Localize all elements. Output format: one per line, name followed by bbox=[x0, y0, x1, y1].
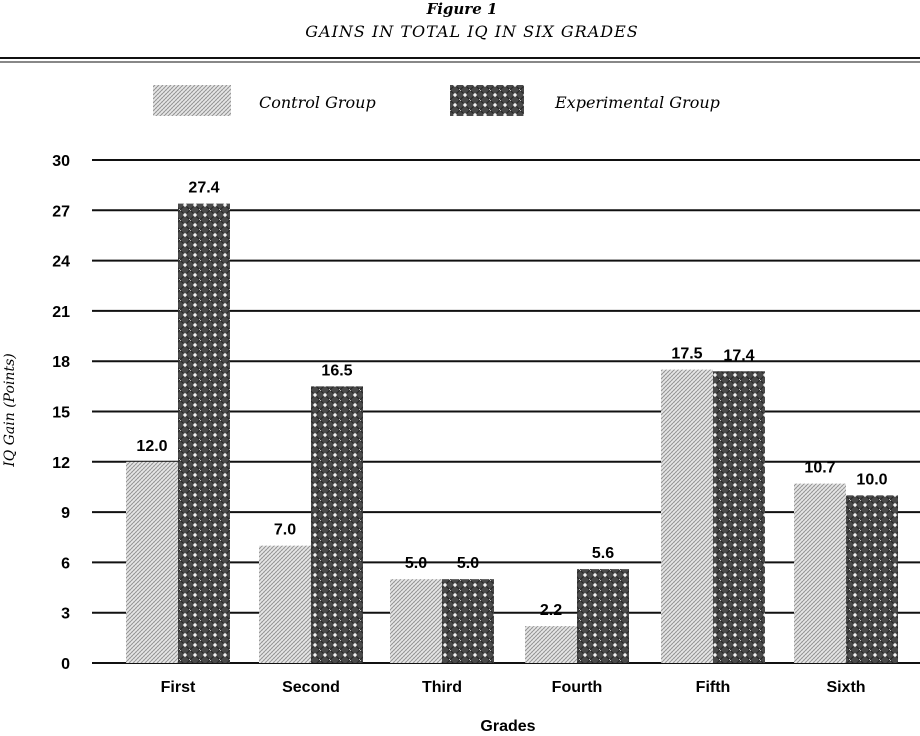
legend-label-control: Control Group bbox=[259, 93, 376, 112]
y-tick-label: 0 bbox=[61, 656, 70, 673]
bar-experimental bbox=[442, 579, 494, 663]
category-label: First bbox=[160, 679, 196, 696]
y-tick-label: 18 bbox=[52, 354, 70, 372]
data-label-control: 12.0 bbox=[136, 437, 168, 455]
bar-experimental bbox=[577, 569, 629, 663]
bar-experimental bbox=[713, 371, 765, 663]
data-labels bbox=[136, 180, 887, 620]
data-label-experimental: 5.6 bbox=[591, 545, 615, 563]
y-tick-labels bbox=[52, 153, 70, 673]
bar-control bbox=[259, 546, 311, 663]
data-label-experimental: 16.5 bbox=[321, 362, 353, 380]
category-label: Fourth bbox=[551, 679, 603, 696]
data-label-experimental: 27.4 bbox=[188, 179, 220, 197]
data-label-control: 10.7 bbox=[804, 459, 836, 477]
bar-control bbox=[390, 579, 442, 663]
data-label-experimental: 5.0 bbox=[456, 555, 480, 573]
y-tick-label: 30 bbox=[52, 153, 70, 170]
x-axis-label: Grades bbox=[480, 718, 536, 735]
bar-control bbox=[525, 626, 577, 663]
y-tick-label: 9 bbox=[61, 505, 70, 523]
y-axis-label: IQ Gain (Points) bbox=[2, 353, 18, 467]
data-label-experimental: 17.4 bbox=[723, 347, 755, 365]
category-label: Sixth bbox=[826, 679, 866, 696]
y-tick-label: 21 bbox=[52, 303, 70, 321]
data-label-control: 7.0 bbox=[273, 521, 297, 539]
legend-label-experimental: Experimental Group bbox=[555, 93, 720, 112]
data-label-control: 5.0 bbox=[404, 555, 428, 573]
bar-control bbox=[794, 484, 846, 663]
data-label-control: 17.5 bbox=[671, 345, 703, 363]
bar-control bbox=[126, 462, 178, 663]
bar-experimental bbox=[846, 495, 898, 663]
y-tick-label: 15 bbox=[52, 404, 70, 422]
bar-control bbox=[661, 370, 713, 663]
category-label: Third bbox=[422, 679, 462, 696]
chart-title: GAINS IN TOTAL IQ IN SIX GRADES bbox=[305, 22, 639, 41]
bars bbox=[126, 204, 898, 663]
data-label-control: 2.2 bbox=[539, 602, 563, 620]
category-label: Fifth bbox=[695, 679, 731, 696]
category-label: Second bbox=[282, 679, 340, 696]
y-tick-label: 27 bbox=[52, 203, 70, 221]
y-tick-label: 12 bbox=[52, 454, 70, 472]
bar-experimental bbox=[311, 386, 363, 663]
y-tick-label: 3 bbox=[61, 605, 70, 623]
y-tick-label: 24 bbox=[52, 253, 70, 271]
bar-experimental bbox=[178, 204, 230, 663]
legend-swatch-experimental bbox=[450, 85, 524, 116]
y-tick-label: 6 bbox=[61, 555, 70, 573]
figure-label: Figure 1 bbox=[426, 0, 498, 18]
data-label-experimental: 10.0 bbox=[856, 471, 888, 489]
category-labels bbox=[161, 679, 866, 696]
legend-swatch-control bbox=[153, 85, 231, 116]
legend bbox=[153, 85, 720, 116]
